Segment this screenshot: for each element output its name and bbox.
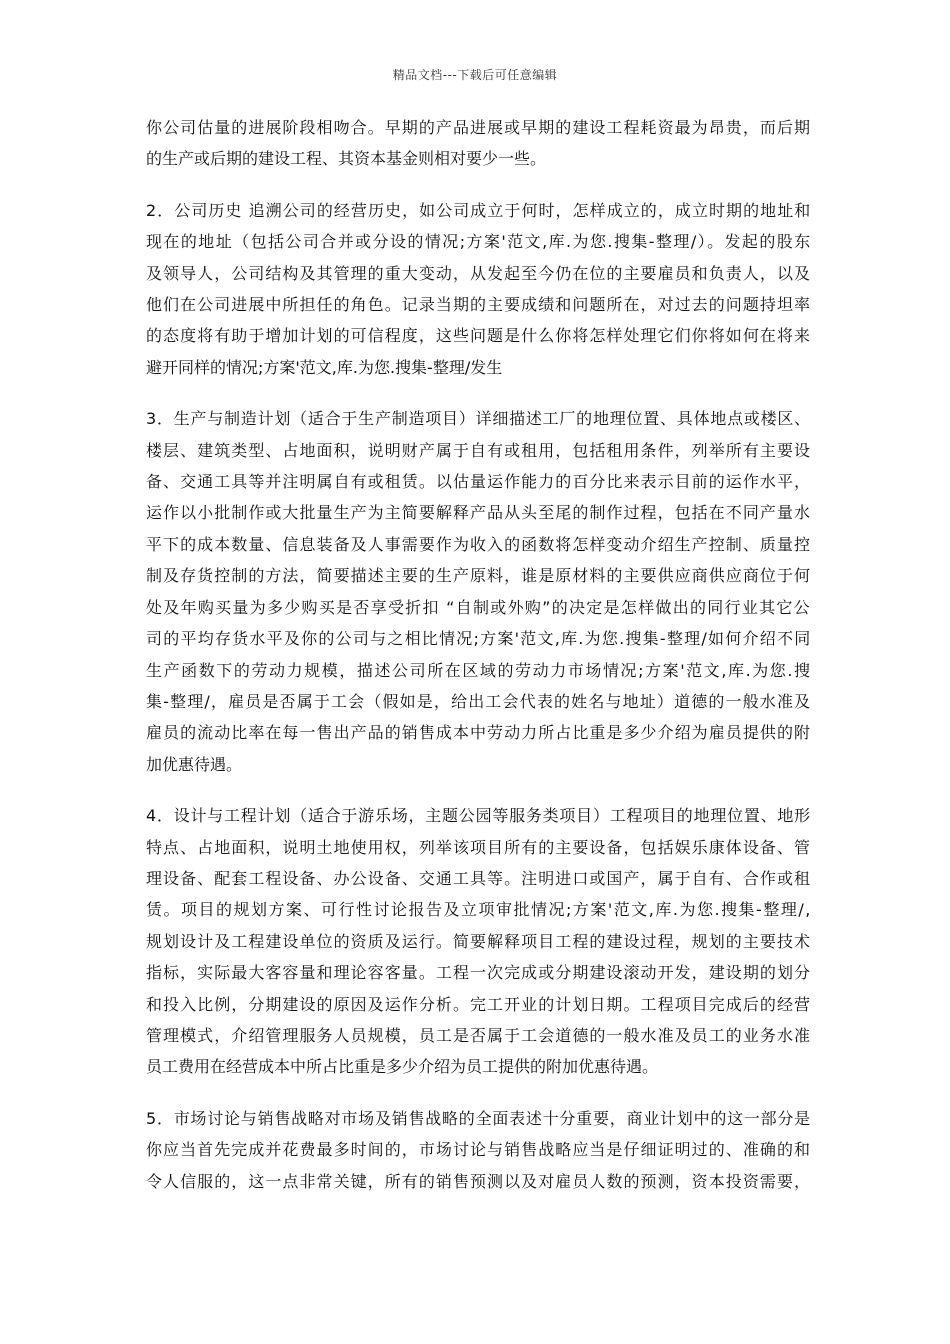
text-line: 和投入比例，分期建设的原因及运作分析。完工开业的计划日期。工程项目完成后的经营 xyxy=(146,994,812,1014)
paragraph-design-engineering-plan xyxy=(146,800,810,1083)
text-line: 理设备、配套工程设备、办公设备、交通工具等。注明进口或国产，属于自有、合作或租 xyxy=(146,868,812,888)
text-line: 制及存货控制的方法，简要描述主要的生产原料，谁是原材料的主要供应商供应商位于何 xyxy=(146,566,812,586)
text-line: 平下的成本数量、信息装备及人事需要作为收入的函数将怎样变动介绍生产控制、质量控 xyxy=(146,534,812,554)
text-line: 赁。项目的规划方案、可行性讨论报告及立项审批情况;方案'范文,库.为您.搜集-整理/, xyxy=(146,900,812,920)
text-line: 管理模式，介绍管理服务人员规模，员工是否属于工会道德的一般水准及员工的业务水准 xyxy=(146,1025,812,1045)
text-line: 你公司估量的进展阶段相吻合。早期的产品进展或早期的建设工程耗资最为昂贵，而后期 xyxy=(146,118,812,137)
text-line: 的态度将有助于增加计划的可信程度，这些问题是什么你将怎样处理它们你将如何在将来 xyxy=(146,326,812,346)
text-line: 员工费用在经营成本中所占比重是多少介绍为员工提供的附加优惠待遇。 xyxy=(146,1057,659,1077)
text-line: 的生产或后期的建设工程、其资本基金则相对要少一些。 xyxy=(146,149,547,169)
document-body xyxy=(146,112,810,1217)
text-line: 雇员的流动比率在每一售出产品的销售成本中劳动力所占比重是多少介绍为雇员提供的附 xyxy=(146,723,812,743)
text-line: 加优惠待遇。 xyxy=(146,754,243,774)
paragraph-intro-continuation xyxy=(146,112,810,175)
paragraph-market-strategy xyxy=(146,1103,810,1197)
text-line: 5．市场讨论与销售战略对市场及销售战略的全面表述十分重要，商业计划中的这一部分是 xyxy=(146,1108,811,1128)
text-line: 你应当首先完成并花费最多时间的，市场讨论与销售战略应当是仔细证明过的、准确的和 xyxy=(146,1140,812,1160)
text-line: 避开同样的情况;方案'范文,库.为您.搜集-整理/发生 xyxy=(146,357,503,377)
text-line: 集-整理/，雇员是否属于工会（假如是，给出工会代表的姓名与地址）道德的一般水准及 xyxy=(146,691,812,711)
text-line: 运作以小批制作或大批量生产为主简要解释产品从头至尾的制作过程，包括在不同产量水 xyxy=(146,503,812,523)
text-line: 他们在公司进展中所担任的角色。记录当期的主要成绩和问题所在，对过去的问题持坦率 xyxy=(146,295,812,315)
text-line: 司的平均存货水平及你的公司与之相比情况;方案'范文,库.为您.搜集-整理/如何介绍不同 xyxy=(146,629,812,649)
text-line: 2．公司历史 追溯公司的经营历史，如公司成立于何时，怎样成立的，成立时期的地址和 xyxy=(146,200,812,220)
text-line: 及领导人，公司结构及其管理的重大变动，从发起至今仍在位的主要雇员和负责人，以及 xyxy=(146,263,812,283)
text-line: 规划设计及工程建设单位的资质及运行。简要解释项目工程的建设过程，规划的主要技术 xyxy=(146,931,812,951)
text-line: 现在的地址（包括公司合并或分设的情况;方案'范文,库.为您.搜集-整理/）。发起的股东 xyxy=(146,232,812,252)
text-line: 备、交通工具等并注明属自有或租赁。以估量运作能力的百分比来表示目前的运作水平， xyxy=(146,472,812,492)
paragraph-company-history xyxy=(146,195,810,383)
paragraph-production-plan xyxy=(146,403,810,780)
text-line: 特点、占地面积，说明土地使用权，列举该项目所有的主要设备，包括娱乐康体设备、管 xyxy=(146,837,812,857)
text-line: 3．生产与制造计划（适合于生产制造项目）详细描述工厂的地理位置、具体地点或楼区、 xyxy=(146,409,811,429)
page-header: 精品文档---下载后可任意编辑 xyxy=(392,68,558,82)
text-line: 4．设计与工程计划（适合于游乐场，主题公园等服务类项目）工程项目的地理位置、地形 xyxy=(146,806,811,826)
text-line: 生产函数下的劳动力规模，描述公司所在区域的劳动力市场情况;方案'范文,库.为您.搜 xyxy=(146,660,812,680)
text-line: 指标，实际最大客容量和理论容客量。工程一次完成或分期建设滚动开发，建设期的划分 xyxy=(146,963,812,983)
text-line: 楼层、建筑类型、占地面积，说明财产属于自有或租用，包括租用条件，列举所有主要设 xyxy=(146,440,812,460)
text-line: 令人信服的，这一点非常关键，所有的销售预测以及对雇员人数的预测，资本投资需要， xyxy=(146,1171,812,1191)
text-line: 处及年购买量为多少购买是否享受折扣 “自制或外购”的决定是怎样做出的同行业其它公 xyxy=(146,597,811,617)
